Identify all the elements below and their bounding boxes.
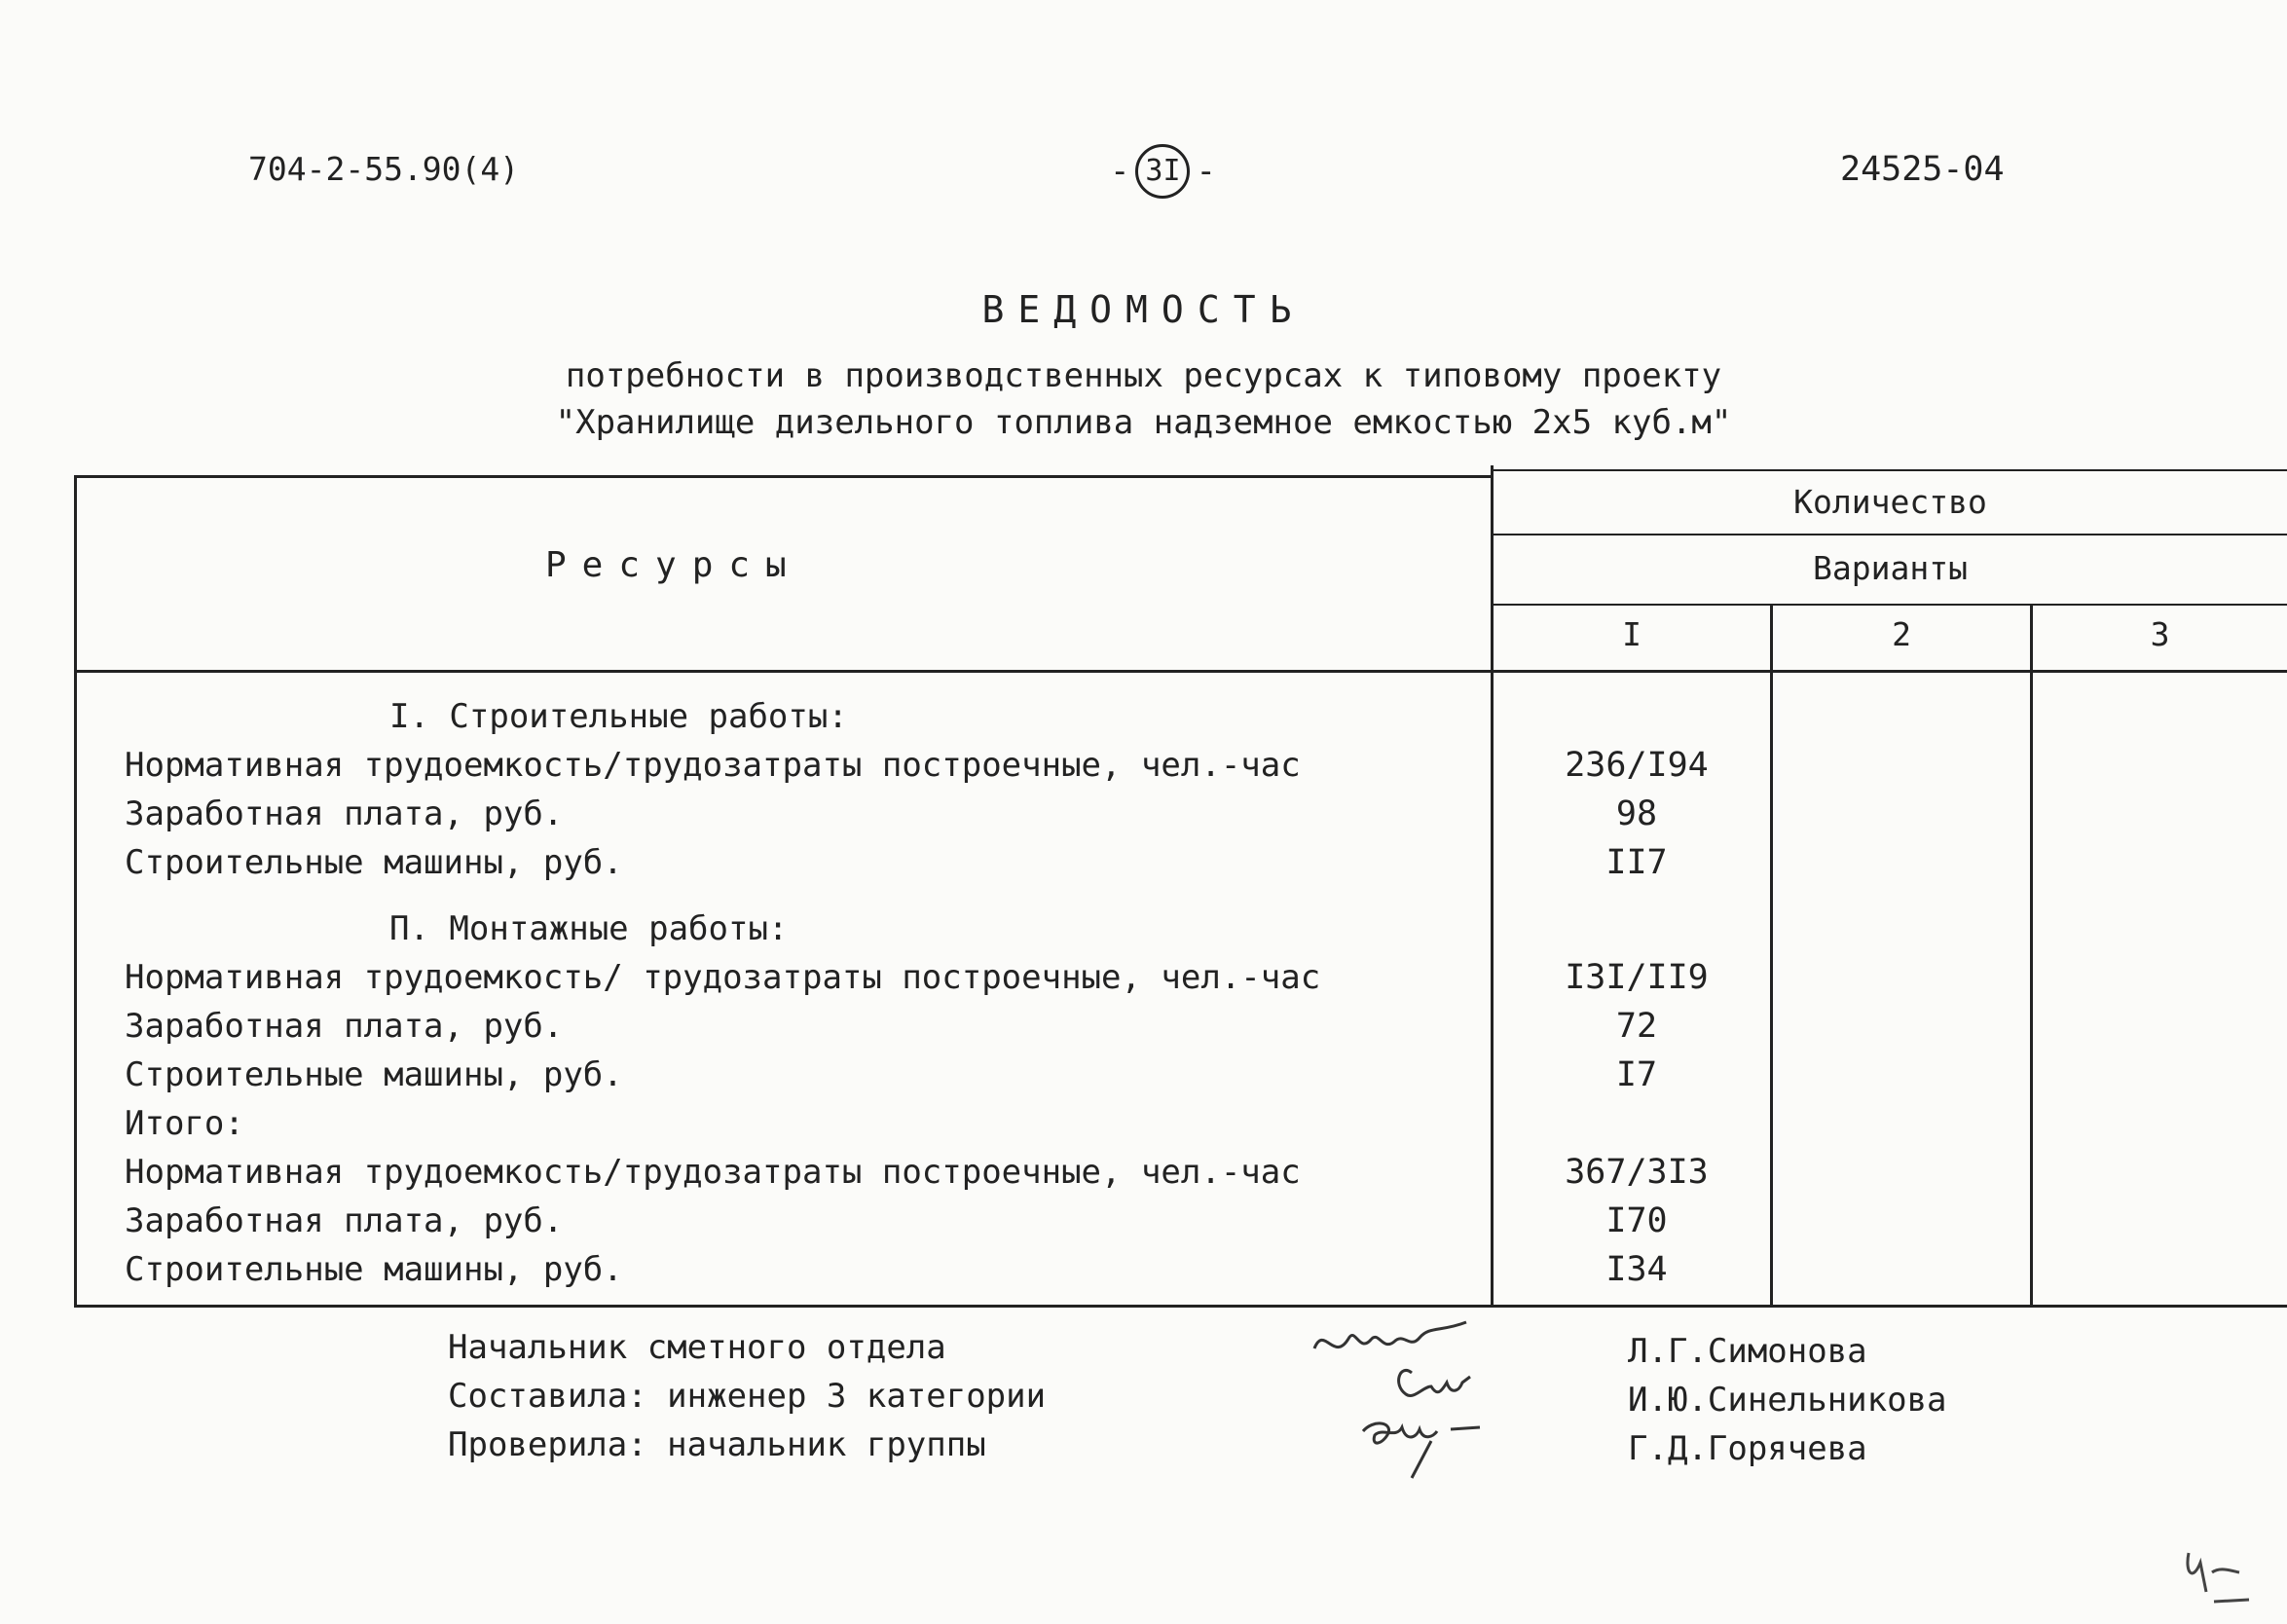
handwritten-signatures (1295, 1305, 1548, 1490)
table-row-value: I70 (1605, 1201, 1668, 1240)
table-top-border-right (1493, 469, 2287, 471)
section-heading-installation: П. Монтажные работы: (389, 909, 789, 948)
archive-number: 24525-04 (1840, 150, 2005, 189)
table-row-label: Заработная плата, руб. (125, 1201, 564, 1240)
variants-divider (1493, 604, 2287, 606)
page-dash-right: - (1196, 152, 1216, 191)
variant-2-header: 2 (1892, 615, 1911, 653)
table-row-label: Строительные машины, руб. (125, 843, 623, 882)
table-row-label: Строительные машины, руб. (125, 1055, 623, 1094)
document-subtitle-line1: потребности в производственных ресурсах к типовому проекту (565, 356, 1722, 395)
section-heading-total: Итого: (125, 1104, 244, 1143)
variants-column-header: Варианты (1813, 549, 1968, 587)
table-bottom-border (76, 1305, 2287, 1308)
variant-1-divider (1770, 604, 1773, 1305)
header-bottom-border (76, 670, 2287, 673)
variant-3-header: 3 (2150, 615, 2170, 653)
table-row-value: I3I/II9 (1565, 958, 1709, 997)
table-row-value: 236/I94 (1565, 746, 1709, 785)
document-title: ВЕДОМОСТЬ (981, 288, 1306, 331)
table-row-value: 367/3I3 (1565, 1153, 1709, 1192)
page-number-circle: 3I (1135, 144, 1190, 199)
variant-1-header: I (1622, 615, 1641, 653)
table-row-value: 72 (1615, 1007, 1658, 1046)
signature-name: Л.Г.Симонова (1628, 1332, 1867, 1371)
quantity-column-header: Количество (1793, 483, 1987, 521)
table-row-label: Нормативная трудоемкость/ трудозатраты построечные, чел.-час (125, 958, 1321, 997)
table-row-label: Заработная плата, руб. (125, 1007, 564, 1046)
table-row-label: Строительные машины, руб. (125, 1250, 623, 1289)
signature-role: Проверила: начальник группы (448, 1425, 986, 1464)
signature-name: Г.Д.Горячева (1628, 1429, 1867, 1468)
table-top-border (76, 475, 1493, 478)
table-row-value: I34 (1605, 1250, 1668, 1289)
table-row-label: Нормативная трудоемкость/трудозатраты построечные, чел.-час (125, 746, 1301, 785)
section-heading-construction: I. Строительные работы: (389, 697, 848, 736)
document-code: 704-2-55.90(4) (248, 150, 520, 188)
table-row-value: II7 (1605, 843, 1668, 882)
signature-role: Составила: инженер 3 категории (448, 1377, 1047, 1416)
quantity-divider (1493, 534, 2287, 535)
resources-column-header: Ресурсы (545, 545, 802, 585)
variant-2-divider (2030, 604, 2033, 1305)
table-row-value: I7 (1615, 1055, 1658, 1094)
table-row-label: Заработная плата, руб. (125, 794, 564, 833)
table-left-border (74, 475, 77, 1308)
table-row-value: 98 (1615, 794, 1658, 833)
table-row-label: Нормативная трудоемкость/трудозатраты построечные, чел.-час (125, 1153, 1301, 1192)
margin-handwritten-mark (2181, 1533, 2269, 1611)
signature-role: Начальник сметного отдела (448, 1328, 946, 1367)
page-number (1110, 144, 1216, 199)
resources-column-divider (1491, 465, 1494, 1308)
signature-name: И.Ю.Синельникова (1628, 1381, 1947, 1420)
page-dash-left: - (1110, 152, 1130, 191)
document-subtitle-line2: "Хранилище дизельного топлива надземное емкостью 2х5 куб.м" (555, 403, 1732, 442)
